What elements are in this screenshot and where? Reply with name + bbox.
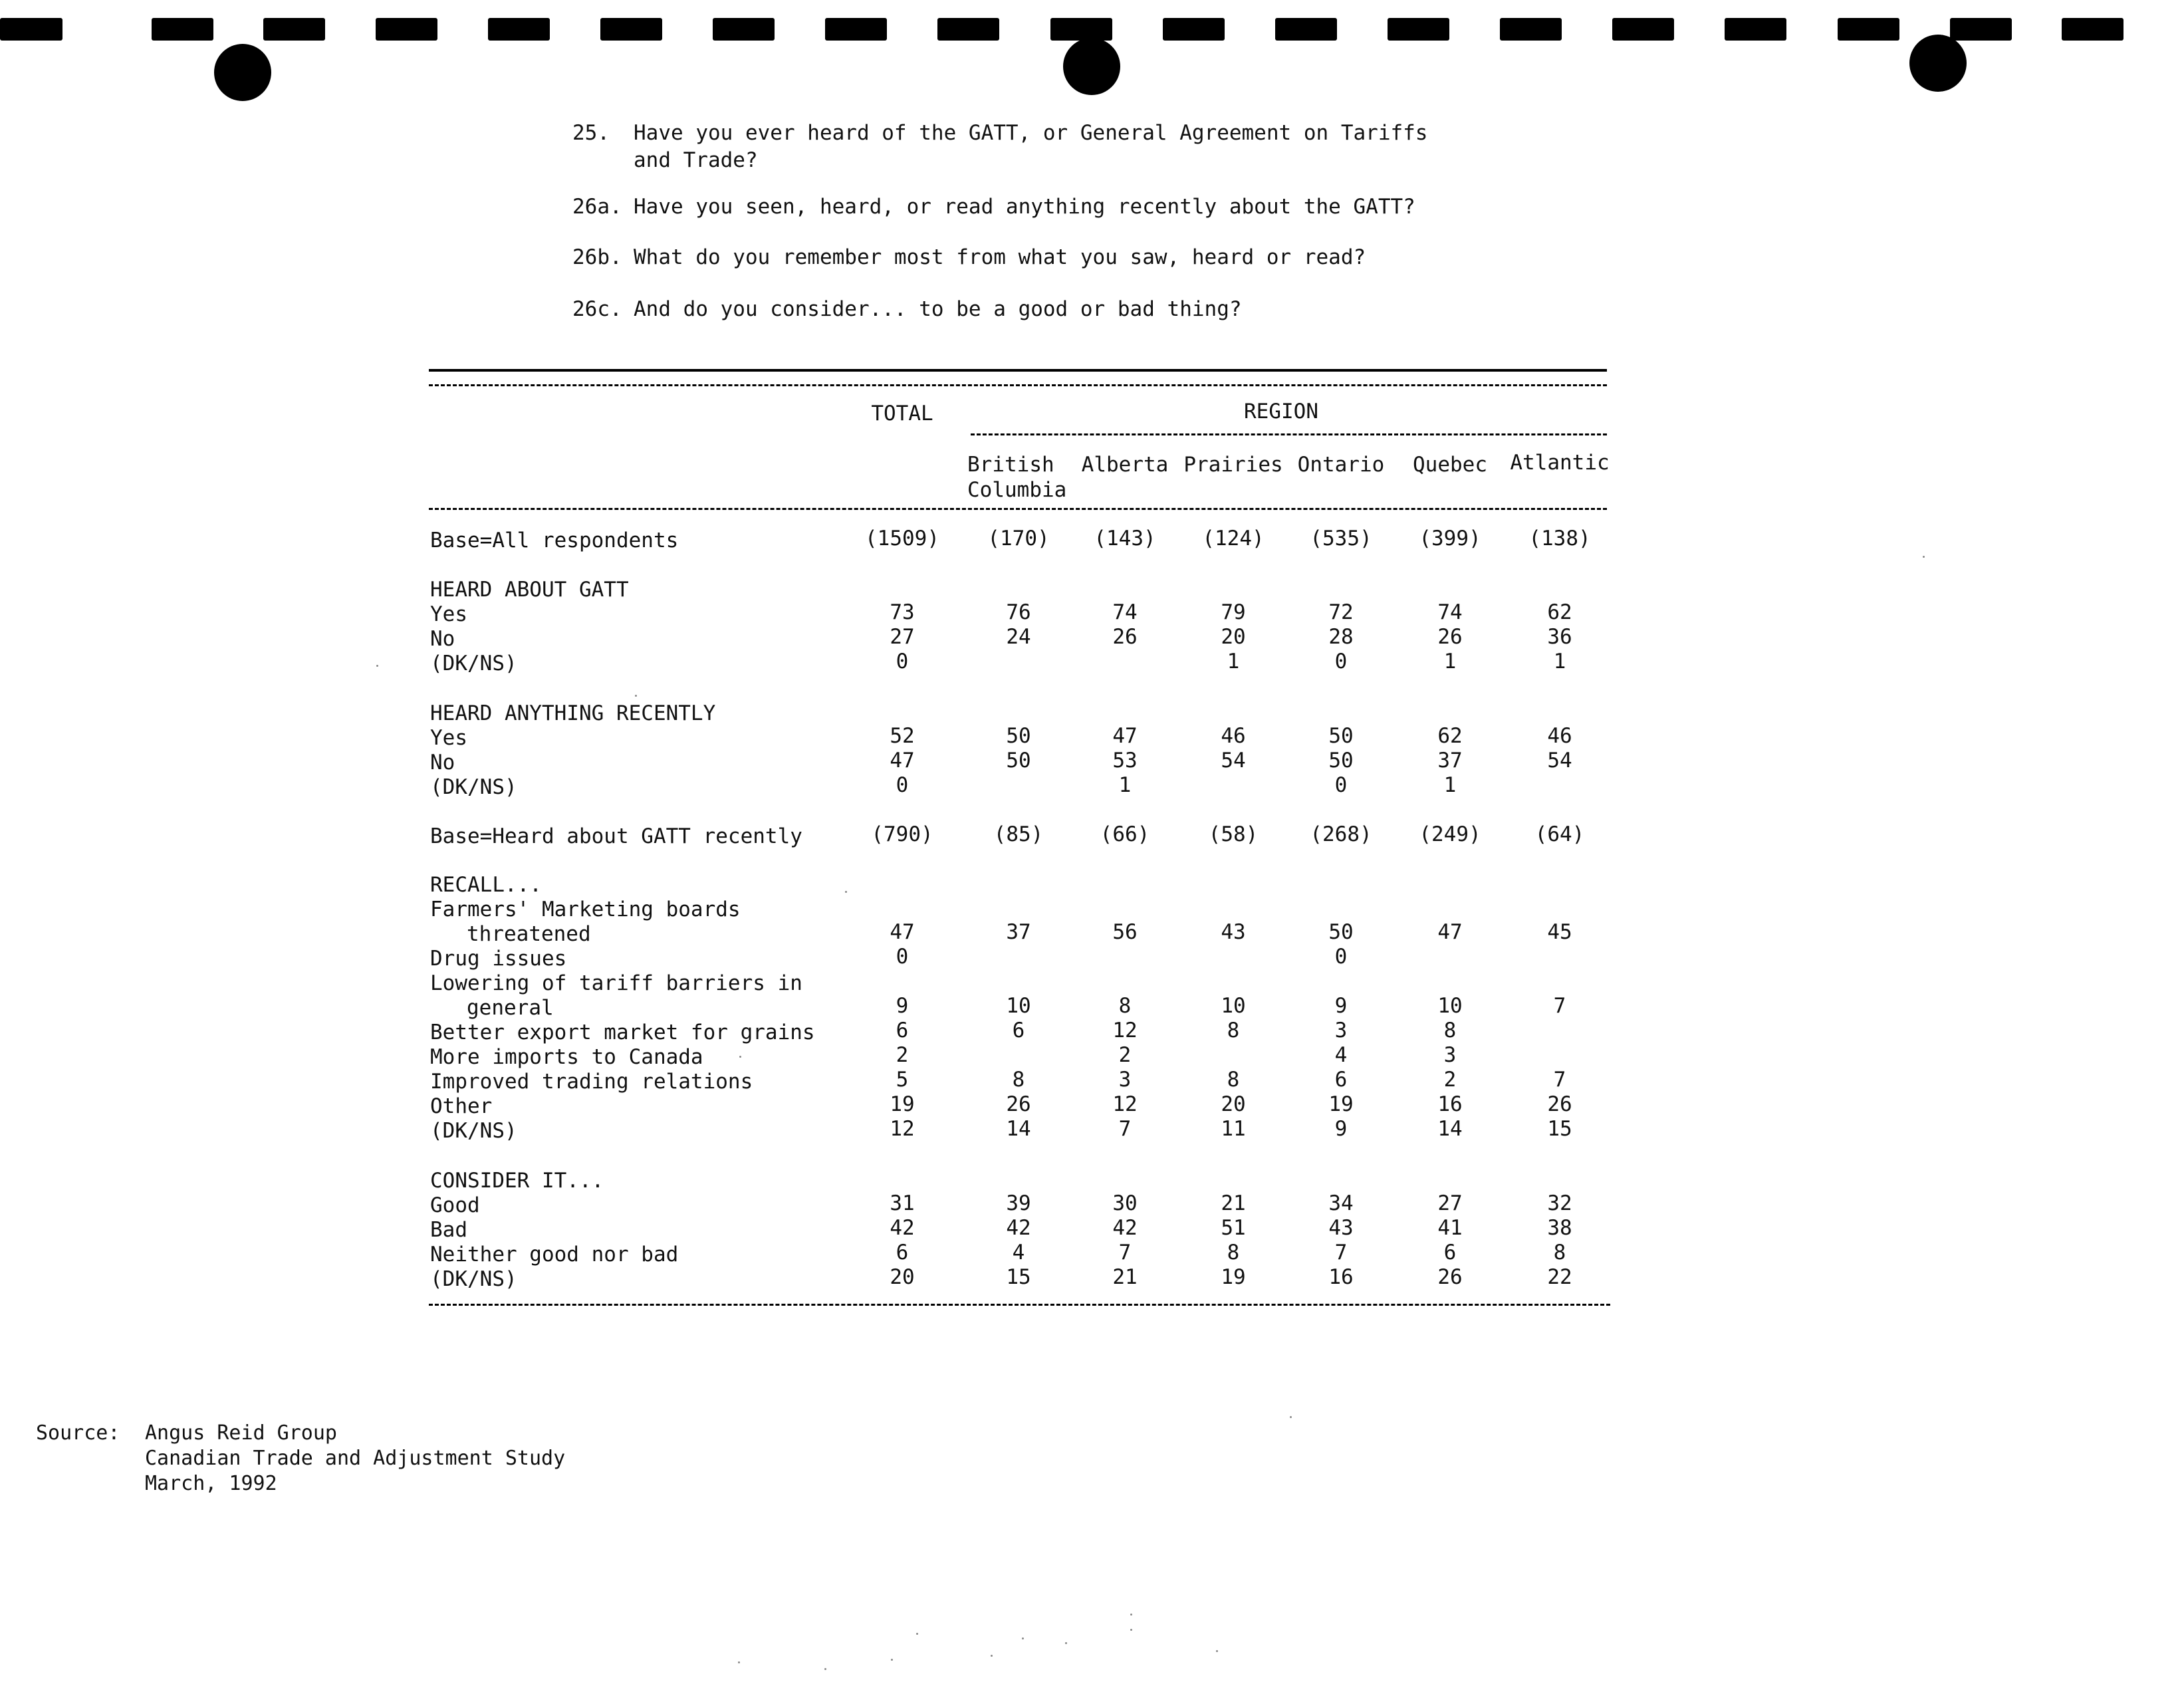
region-cell: 42 bbox=[1112, 1216, 1138, 1240]
region-cell: 50 bbox=[1328, 724, 1354, 748]
region-cell: 8 bbox=[1227, 1019, 1240, 1042]
region-cell: 15 bbox=[1547, 1117, 1572, 1141]
punch-hole bbox=[1909, 35, 1967, 92]
punch-hole bbox=[214, 44, 271, 101]
region-cell: 79 bbox=[1221, 600, 1246, 624]
region-cell: (143) bbox=[1094, 527, 1156, 550]
row-label: Yes bbox=[430, 726, 467, 750]
perforation-dash bbox=[1388, 18, 1449, 41]
region-cell: 10 bbox=[1221, 994, 1246, 1018]
region-cell: 12 bbox=[1112, 1019, 1138, 1042]
perforation-dash bbox=[1725, 18, 1786, 41]
region-cell: 2 bbox=[1118, 1043, 1132, 1067]
region-cell: 1 bbox=[1227, 650, 1240, 673]
perforation-dash bbox=[1275, 18, 1337, 41]
total-cell: 6 bbox=[896, 1241, 909, 1265]
region-cell: 8 bbox=[1553, 1241, 1566, 1265]
region-cell: 12 bbox=[1112, 1092, 1138, 1116]
total-cell: 6 bbox=[896, 1019, 909, 1042]
region-cell: 19 bbox=[1328, 1092, 1354, 1116]
region-cell: 10 bbox=[1437, 994, 1463, 1018]
region-cell: 2 bbox=[1443, 1068, 1457, 1092]
total-cell: 27 bbox=[890, 625, 915, 649]
scan-speck bbox=[738, 1661, 740, 1663]
region-cell: 8 bbox=[1012, 1068, 1025, 1092]
section-heading: CONSIDER IT... bbox=[430, 1169, 604, 1193]
row-label: Other bbox=[430, 1094, 493, 1118]
perforation-dash bbox=[1050, 18, 1112, 41]
region-cell: 62 bbox=[1437, 724, 1463, 748]
region-cell: 26 bbox=[1547, 1092, 1572, 1116]
region-cell: 24 bbox=[1006, 625, 1031, 649]
region-cell: 26 bbox=[1006, 1092, 1031, 1116]
perforation-dash bbox=[600, 18, 662, 41]
region-cell: 0 bbox=[1334, 650, 1348, 673]
perforation-dash bbox=[2062, 18, 2123, 41]
region-cell: 34 bbox=[1328, 1191, 1354, 1215]
perforation-dash bbox=[1950, 18, 2012, 41]
region-cell: 50 bbox=[1006, 749, 1031, 773]
row-label: Neither good nor bad bbox=[430, 1243, 679, 1266]
question-text: Have you ever heard of the GATT, or General Agreement on Tariffs and Trade? bbox=[634, 121, 1428, 172]
region-cell: 11 bbox=[1221, 1117, 1246, 1141]
total-header: TOTAL bbox=[871, 402, 933, 425]
region-cell: 45 bbox=[1547, 920, 1572, 944]
region-cell: 38 bbox=[1547, 1216, 1572, 1240]
region-cell: 74 bbox=[1112, 600, 1138, 624]
region-cell: 39 bbox=[1006, 1191, 1031, 1215]
region-cell: (249) bbox=[1419, 822, 1481, 846]
region-cell: (399) bbox=[1419, 527, 1481, 550]
region-cell: 4 bbox=[1012, 1241, 1025, 1265]
region-header: REGION bbox=[1244, 400, 1318, 423]
region-cell: 8 bbox=[1227, 1068, 1240, 1092]
table-top-rule bbox=[429, 369, 1607, 372]
region-cell: (124) bbox=[1202, 527, 1265, 550]
perforation-dash bbox=[376, 18, 437, 41]
perforation-dash bbox=[937, 18, 999, 41]
region-cell: 62 bbox=[1547, 600, 1572, 624]
region-cell: 22 bbox=[1547, 1265, 1572, 1289]
region-cell: 41 bbox=[1437, 1216, 1463, 1240]
question-number: 26b. bbox=[572, 245, 622, 269]
question-text: And do you consider... to be a good or bad thing? bbox=[634, 297, 1242, 321]
region-cell: 37 bbox=[1006, 920, 1031, 944]
perforation-dash bbox=[0, 18, 62, 41]
scan-speck bbox=[376, 665, 378, 667]
region-cell: 16 bbox=[1328, 1265, 1354, 1289]
row-label: No bbox=[430, 751, 455, 775]
total-cell: 0 bbox=[896, 650, 909, 673]
region-cell: 14 bbox=[1006, 1117, 1031, 1141]
region-col-header: Alberta bbox=[1081, 453, 1169, 477]
region-cell: 16 bbox=[1437, 1092, 1463, 1116]
region-cell: 0 bbox=[1334, 773, 1348, 797]
region-cell: 50 bbox=[1328, 920, 1354, 944]
scan-speck bbox=[1130, 1614, 1132, 1616]
region-cell: 8 bbox=[1443, 1019, 1457, 1042]
region-cell: 50 bbox=[1328, 749, 1354, 773]
region-cell: 26 bbox=[1437, 1265, 1463, 1289]
perforation-dash bbox=[152, 18, 213, 41]
perforation-dash bbox=[1838, 18, 1899, 41]
region-cell: 37 bbox=[1437, 749, 1463, 773]
region-cell: 36 bbox=[1547, 625, 1572, 649]
scan-speck bbox=[1022, 1637, 1024, 1639]
region-cell: 27 bbox=[1437, 1191, 1463, 1215]
region-underline bbox=[971, 433, 1607, 435]
row-label: No bbox=[430, 627, 455, 651]
row-label: general bbox=[467, 996, 554, 1020]
region-col-header: British Columbia bbox=[967, 453, 1067, 502]
row-label: threatened bbox=[467, 922, 591, 946]
region-cell: 7 bbox=[1334, 1241, 1348, 1265]
region-cell: 6 bbox=[1334, 1068, 1348, 1092]
region-col-header: Quebec bbox=[1413, 453, 1487, 477]
question-text: Have you seen, heard, or read anything recently about the GATT? bbox=[634, 195, 1415, 219]
region-cell: 50 bbox=[1006, 724, 1031, 748]
region-cell: 43 bbox=[1328, 1216, 1354, 1240]
region-cell: 30 bbox=[1112, 1191, 1138, 1215]
row-label: (DK/NS) bbox=[430, 1267, 517, 1291]
region-cell: 26 bbox=[1437, 625, 1463, 649]
region-cell: 4 bbox=[1334, 1043, 1348, 1067]
scan-speck bbox=[635, 695, 637, 697]
row-label: (DK/NS) bbox=[430, 1119, 517, 1143]
region-cell: 1 bbox=[1553, 650, 1566, 673]
section-heading: HEARD ANYTHING RECENTLY bbox=[430, 701, 716, 725]
source-line-date: March, 1992 bbox=[145, 1472, 277, 1495]
region-cell: 21 bbox=[1112, 1265, 1138, 1289]
region-cell: 15 bbox=[1006, 1265, 1031, 1289]
total-cell: 9 bbox=[896, 994, 909, 1018]
region-cell: 56 bbox=[1112, 920, 1138, 944]
total-cell: 19 bbox=[890, 1092, 915, 1116]
region-cell: 42 bbox=[1006, 1216, 1031, 1240]
total-cell: 42 bbox=[890, 1216, 915, 1240]
region-cell: 1 bbox=[1118, 773, 1132, 797]
scan-speck bbox=[739, 1056, 741, 1058]
region-cell: 7 bbox=[1118, 1241, 1132, 1265]
region-cell: 72 bbox=[1328, 600, 1354, 624]
section-heading: Farmers' Marketing boards bbox=[430, 898, 741, 921]
scan-speck bbox=[991, 1655, 993, 1657]
region-cell: 8 bbox=[1118, 994, 1132, 1018]
row-label: Bad bbox=[430, 1218, 467, 1242]
table-bottom-rule bbox=[429, 1304, 1610, 1306]
scan-speck bbox=[1065, 1642, 1067, 1644]
section-heading: HEARD ABOUT GATT bbox=[430, 578, 629, 602]
region-cell: 0 bbox=[1334, 945, 1348, 969]
region-cell: 47 bbox=[1112, 724, 1138, 748]
question-number: 26c. bbox=[572, 297, 622, 321]
perforation-dash bbox=[713, 18, 775, 41]
region-cell: 3 bbox=[1118, 1068, 1132, 1092]
region-cell: 6 bbox=[1012, 1019, 1025, 1042]
region-col-header: Atlantic bbox=[1510, 451, 1610, 475]
region-cell: 20 bbox=[1221, 625, 1246, 649]
total-cell: 5 bbox=[896, 1068, 909, 1092]
total-cell: (790) bbox=[871, 822, 933, 846]
scan-speck bbox=[845, 891, 847, 893]
total-cell: 20 bbox=[890, 1265, 915, 1289]
perforation-dash bbox=[263, 18, 325, 41]
region-cell: 54 bbox=[1547, 749, 1572, 773]
row-label: Base=All respondents bbox=[430, 529, 679, 552]
region-cell: 9 bbox=[1334, 994, 1348, 1018]
row-label: Base=Heard about GATT recently bbox=[430, 824, 802, 848]
region-cell: (268) bbox=[1310, 822, 1372, 846]
perforation-dash bbox=[1612, 18, 1674, 41]
region-cell: 8 bbox=[1227, 1241, 1240, 1265]
total-cell: (1509) bbox=[865, 527, 939, 550]
scan-speck bbox=[1290, 1416, 1292, 1418]
punch-hole bbox=[1063, 38, 1120, 95]
region-cell: 19 bbox=[1221, 1265, 1246, 1289]
row-label: Yes bbox=[430, 602, 467, 626]
perforation-dash bbox=[1163, 18, 1225, 41]
region-cell: 54 bbox=[1221, 749, 1246, 773]
region-cell: 47 bbox=[1437, 920, 1463, 944]
scan-speck bbox=[1923, 556, 1925, 558]
region-cell: (535) bbox=[1310, 527, 1372, 550]
region-cell: 9 bbox=[1334, 1117, 1348, 1141]
scan-speck bbox=[891, 1659, 893, 1661]
row-label: Better export market for grains bbox=[430, 1021, 815, 1044]
region-cell: 76 bbox=[1006, 600, 1031, 624]
region-cell: 53 bbox=[1112, 749, 1138, 773]
region-cell: 28 bbox=[1328, 625, 1354, 649]
row-label: (DK/NS) bbox=[430, 652, 517, 675]
row-label: (DK/NS) bbox=[430, 775, 517, 799]
region-cell: (66) bbox=[1100, 822, 1150, 846]
source-line-publisher: Angus Reid Group bbox=[145, 1421, 337, 1445]
total-cell: 0 bbox=[896, 945, 909, 969]
source-line-study: Canadian Trade and Adjustment Study bbox=[145, 1447, 566, 1470]
question-number: 26a. bbox=[572, 195, 622, 219]
scan-speck bbox=[1130, 1629, 1132, 1631]
region-col-header: Prairies bbox=[1183, 453, 1283, 477]
total-cell: 31 bbox=[890, 1191, 915, 1215]
perforation-dash bbox=[1500, 18, 1562, 41]
region-cell: (64) bbox=[1534, 822, 1585, 846]
question-text: What do you remember most from what you saw, heard or read? bbox=[634, 245, 1366, 269]
region-cell: 7 bbox=[1553, 1068, 1566, 1092]
header-bottom-rule bbox=[429, 508, 1607, 510]
region-cell: 14 bbox=[1437, 1117, 1463, 1141]
row-label: Improved trading relations bbox=[430, 1070, 753, 1094]
total-cell: 2 bbox=[896, 1043, 909, 1067]
perforation-dash bbox=[488, 18, 550, 41]
region-col-header: Ontario bbox=[1297, 453, 1385, 477]
region-cell: (85) bbox=[993, 822, 1044, 846]
section-heading: RECALL... bbox=[430, 873, 542, 897]
region-cell: 21 bbox=[1221, 1191, 1246, 1215]
row-label: More imports to Canada bbox=[430, 1045, 703, 1069]
region-cell: 46 bbox=[1547, 724, 1572, 748]
region-cell: 51 bbox=[1221, 1216, 1246, 1240]
region-cell: 1 bbox=[1443, 650, 1457, 673]
region-cell: 6 bbox=[1443, 1241, 1457, 1265]
source-label: Source: bbox=[36, 1421, 120, 1445]
region-cell: 7 bbox=[1118, 1117, 1132, 1141]
total-cell: 73 bbox=[890, 600, 915, 624]
total-cell: 0 bbox=[896, 773, 909, 797]
region-cell: 46 bbox=[1221, 724, 1246, 748]
region-cell: 32 bbox=[1547, 1191, 1572, 1215]
region-cell: 3 bbox=[1443, 1043, 1457, 1067]
row-label: Drug issues bbox=[430, 947, 567, 971]
region-cell: (170) bbox=[987, 527, 1050, 550]
question-number: 25. bbox=[572, 121, 610, 145]
scan-speck bbox=[824, 1668, 826, 1670]
total-cell: 47 bbox=[890, 920, 915, 944]
perforation-dash bbox=[825, 18, 887, 41]
table-top-dashed-rule bbox=[429, 384, 1607, 386]
region-cell: (138) bbox=[1528, 527, 1591, 550]
section-heading: Lowering of tariff barriers in bbox=[430, 971, 802, 995]
row-label: Good bbox=[430, 1193, 480, 1217]
region-cell: 3 bbox=[1334, 1019, 1348, 1042]
total-cell: 47 bbox=[890, 749, 915, 773]
region-cell: 26 bbox=[1112, 625, 1138, 649]
region-cell: 20 bbox=[1221, 1092, 1246, 1116]
total-cell: 12 bbox=[890, 1117, 915, 1141]
region-cell: 43 bbox=[1221, 920, 1246, 944]
region-cell: 74 bbox=[1437, 600, 1463, 624]
region-cell: 10 bbox=[1006, 994, 1031, 1018]
region-cell: 7 bbox=[1553, 994, 1566, 1018]
region-cell: (58) bbox=[1208, 822, 1259, 846]
scan-speck bbox=[916, 1633, 918, 1635]
scan-speck bbox=[1216, 1650, 1218, 1652]
total-cell: 52 bbox=[890, 724, 915, 748]
region-cell: 1 bbox=[1443, 773, 1457, 797]
